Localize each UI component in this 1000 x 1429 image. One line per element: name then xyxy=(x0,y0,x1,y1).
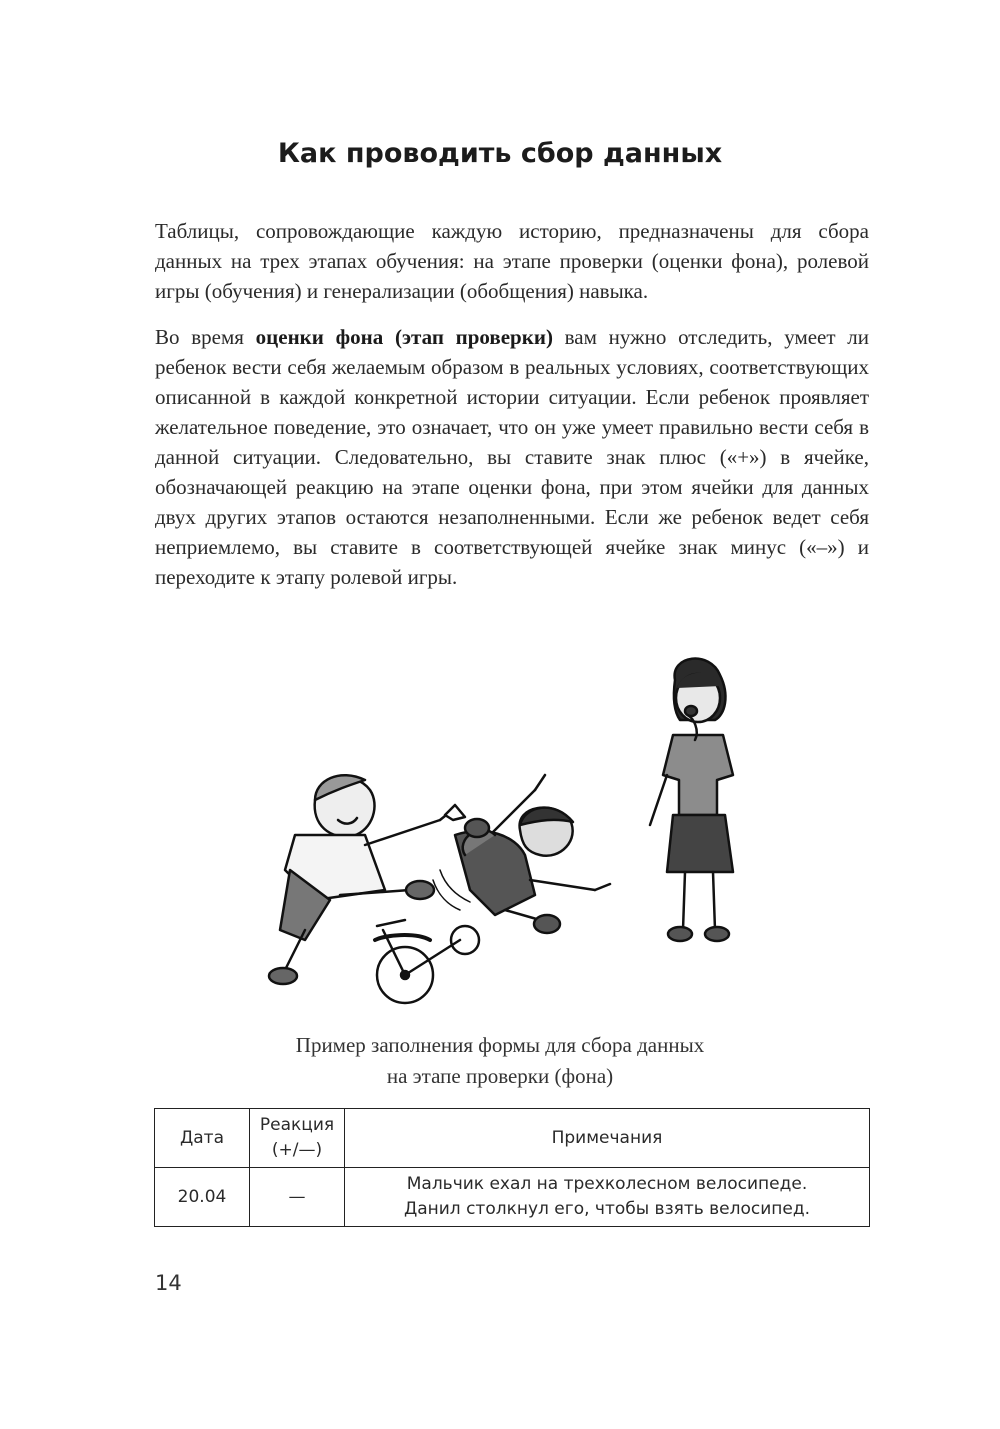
cell-reaction: — xyxy=(250,1168,345,1227)
header-date: Дата xyxy=(155,1109,250,1168)
cell-notes-line1: Мальчик ехал на трехколесном велосипеде. xyxy=(406,1174,808,1194)
paragraph-baseline-start: Во время xyxy=(155,325,256,349)
header-notes: Примечания xyxy=(345,1109,870,1168)
header-reaction xyxy=(250,1109,345,1168)
table-row xyxy=(155,1168,870,1227)
caption-line-1: Пример заполнения формы для сбора данных xyxy=(295,1033,705,1057)
caption-line-2: на этапе проверки (фона) xyxy=(386,1064,614,1088)
header-reaction-line1: Реакция xyxy=(259,1115,335,1135)
table-header-row xyxy=(155,1109,870,1168)
girl-figure xyxy=(650,659,733,941)
header-reaction-line2: (+/—) xyxy=(271,1140,323,1160)
tricycle xyxy=(375,920,479,1003)
cell-notes-line2: Данил столкнул его, чтобы взять велосипед. xyxy=(403,1199,811,1219)
data-collection-table xyxy=(154,1108,870,1227)
falling-child-figure xyxy=(433,775,610,933)
paragraph-baseline-bold: оценки фона (этап проверки) xyxy=(255,325,553,349)
illustration-children-bicycle xyxy=(255,640,735,1010)
figure-caption xyxy=(0,1030,1000,1092)
paragraph-intro: Таблицы, сопровождающие каждую историю, предназначены для сбора данных на трех этапах обучения: на этапе проверки (оценки фона), ролевой игры (обучения) и генерализации (обобщения) навыка. xyxy=(155,219,869,303)
cell-date: 20.04 xyxy=(155,1168,250,1227)
paragraph-baseline xyxy=(155,322,869,592)
cell-notes xyxy=(345,1168,870,1227)
paragraph-baseline-rest: вам нужно отследить, умеет ли ребенок вести себя желаемым образом в реальных условиях, соответствующих описанной в каждой конкретной истории ситуации. Если ребенок проявляет желательное поведение, это означает, что он уже умеет правильно вести себя в данной ситуации. Следовательно, вы ставите знак плюс («+») в ячейке, обозначающей реакцию на этапе оценки фона, при этом ячейки для данных двух других этапов остаются незаполненными. Если же ребенок ведет себя неприемлемо, вы ставите в соответствующей ячейке знак минус («–») и переходите к этапу ролевой игры. xyxy=(155,325,869,589)
page-title: Как проводить сбор данных xyxy=(277,138,723,169)
page-number: 14 xyxy=(155,1271,182,1295)
